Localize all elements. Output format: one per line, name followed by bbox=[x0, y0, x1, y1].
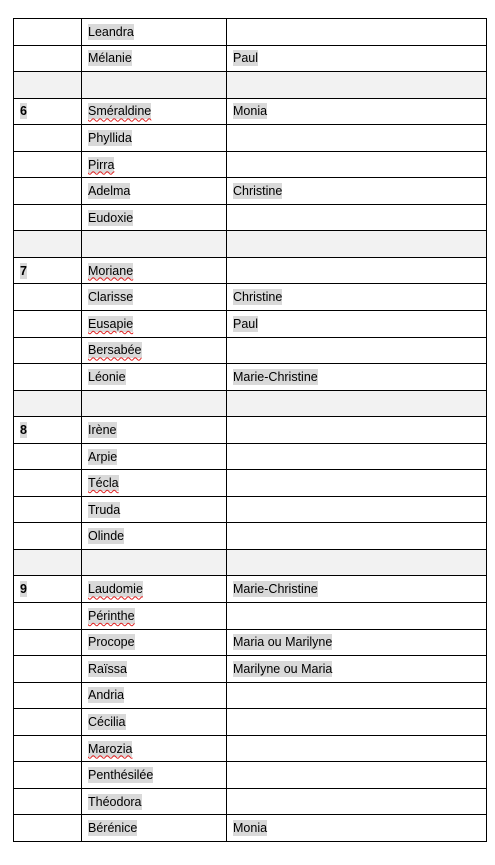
name-text: Cécilia bbox=[88, 714, 126, 729]
name-text: Técla bbox=[88, 476, 119, 491]
partner-cell[interactable] bbox=[227, 682, 487, 709]
name-text: Bérénice bbox=[88, 821, 138, 836]
separator-cell bbox=[14, 549, 82, 576]
partner-cell[interactable] bbox=[227, 364, 487, 391]
name-cell[interactable] bbox=[82, 815, 227, 842]
group-number: 9 bbox=[20, 582, 27, 597]
table-row bbox=[14, 443, 487, 470]
partner-cell[interactable] bbox=[227, 603, 487, 630]
partner-text: Christine bbox=[233, 290, 283, 305]
separator-row bbox=[14, 231, 487, 258]
group-number: 8 bbox=[20, 422, 27, 437]
table-row bbox=[14, 417, 487, 444]
partner-text: Monia bbox=[233, 821, 268, 836]
partner-cell[interactable] bbox=[227, 19, 487, 46]
name-text: Moriane bbox=[88, 263, 134, 278]
partner-cell[interactable] bbox=[227, 656, 487, 683]
partner-cell[interactable] bbox=[227, 762, 487, 789]
table-row bbox=[14, 682, 487, 709]
name-text: Bersabée bbox=[88, 343, 142, 358]
name-cell[interactable] bbox=[82, 523, 227, 550]
separator-row bbox=[14, 390, 487, 417]
table-row bbox=[14, 576, 487, 603]
table-row bbox=[14, 125, 487, 152]
name-cell[interactable] bbox=[82, 443, 227, 470]
separator-row bbox=[14, 549, 487, 576]
number-cell[interactable] bbox=[14, 603, 82, 630]
separator-row bbox=[14, 72, 487, 99]
name-cell[interactable] bbox=[82, 788, 227, 815]
table-row bbox=[14, 815, 487, 842]
name-cell[interactable] bbox=[82, 284, 227, 311]
table-row bbox=[14, 523, 487, 550]
partner-text: Marilyne ou Maria bbox=[233, 661, 333, 676]
table-row bbox=[14, 98, 487, 125]
partner-cell[interactable] bbox=[227, 629, 487, 656]
table-row bbox=[14, 19, 487, 46]
name-cell[interactable] bbox=[82, 709, 227, 736]
number-cell[interactable] bbox=[14, 709, 82, 736]
name-text: Laudomie bbox=[88, 582, 143, 597]
name-cell[interactable] bbox=[82, 682, 227, 709]
number-cell[interactable] bbox=[14, 735, 82, 762]
partner-cell[interactable] bbox=[227, 815, 487, 842]
separator-cell bbox=[14, 390, 82, 417]
separator-cell bbox=[82, 231, 227, 258]
partner-cell[interactable] bbox=[227, 788, 487, 815]
name-cell[interactable] bbox=[82, 151, 227, 178]
name-cell[interactable] bbox=[82, 470, 227, 497]
name-text: Adelma bbox=[88, 184, 131, 199]
number-cell[interactable] bbox=[14, 682, 82, 709]
name-cell[interactable] bbox=[82, 629, 227, 656]
names-table bbox=[13, 18, 487, 842]
separator-cell bbox=[227, 390, 487, 417]
separator-cell bbox=[14, 72, 82, 99]
name-text: Mélanie bbox=[88, 51, 132, 66]
number-cell[interactable] bbox=[14, 284, 82, 311]
partner-cell[interactable] bbox=[227, 735, 487, 762]
partner-text: Monia bbox=[233, 104, 268, 119]
table-row bbox=[14, 45, 487, 72]
partner-cell[interactable] bbox=[227, 125, 487, 152]
separator-cell bbox=[82, 72, 227, 99]
name-cell[interactable] bbox=[82, 98, 227, 125]
name-text: Clarisse bbox=[88, 290, 134, 305]
number-cell[interactable] bbox=[14, 98, 82, 125]
table-row bbox=[14, 709, 487, 736]
name-text: Eudoxie bbox=[88, 210, 134, 225]
name-cell[interactable] bbox=[82, 178, 227, 205]
number-cell[interactable] bbox=[14, 443, 82, 470]
name-text: Eusapie bbox=[88, 316, 134, 331]
number-cell[interactable] bbox=[14, 178, 82, 205]
name-text: Phyllida bbox=[88, 130, 132, 145]
number-cell[interactable] bbox=[14, 417, 82, 444]
table-row bbox=[14, 204, 487, 231]
separator-cell bbox=[82, 549, 227, 576]
table-row bbox=[14, 337, 487, 364]
number-cell[interactable] bbox=[14, 151, 82, 178]
name-cell[interactable] bbox=[82, 762, 227, 789]
table-row bbox=[14, 656, 487, 683]
name-text: Périnthe bbox=[88, 608, 135, 623]
name-cell[interactable] bbox=[82, 311, 227, 338]
table-row bbox=[14, 762, 487, 789]
name-text: Leandra bbox=[88, 24, 134, 39]
partner-text: Marie-Christine bbox=[233, 369, 318, 384]
partner-cell[interactable] bbox=[227, 576, 487, 603]
number-cell[interactable] bbox=[14, 311, 82, 338]
table-row bbox=[14, 603, 487, 630]
number-cell[interactable] bbox=[14, 762, 82, 789]
name-text: Irène bbox=[88, 422, 117, 437]
name-text: Léonie bbox=[88, 369, 126, 384]
name-cell[interactable] bbox=[82, 125, 227, 152]
number-cell[interactable] bbox=[14, 19, 82, 46]
table-row bbox=[14, 364, 487, 391]
name-text: Procope bbox=[88, 635, 135, 650]
name-text: Olinde bbox=[88, 529, 125, 544]
partner-cell[interactable] bbox=[227, 311, 487, 338]
partner-cell[interactable] bbox=[227, 98, 487, 125]
number-cell[interactable] bbox=[14, 257, 82, 284]
name-text: Sméraldine bbox=[88, 104, 152, 119]
name-cell[interactable] bbox=[82, 257, 227, 284]
partner-text: Paul bbox=[233, 51, 259, 66]
name-text: Raïssa bbox=[88, 661, 127, 676]
partner-cell[interactable] bbox=[227, 443, 487, 470]
number-cell[interactable] bbox=[14, 523, 82, 550]
table-row bbox=[14, 788, 487, 815]
partner-cell[interactable] bbox=[227, 496, 487, 523]
name-text: Pirra bbox=[88, 157, 115, 172]
partner-cell[interactable] bbox=[227, 45, 487, 72]
name-cell[interactable] bbox=[82, 337, 227, 364]
name-cell[interactable] bbox=[82, 496, 227, 523]
partner-cell[interactable] bbox=[227, 204, 487, 231]
partner-text: Maria ou Marilyne bbox=[233, 635, 333, 650]
partner-cell[interactable] bbox=[227, 523, 487, 550]
separator-cell bbox=[82, 390, 227, 417]
separator-cell bbox=[227, 231, 487, 258]
name-text: Arpie bbox=[88, 449, 118, 464]
table-row bbox=[14, 496, 487, 523]
name-cell[interactable] bbox=[82, 204, 227, 231]
name-cell[interactable] bbox=[82, 417, 227, 444]
table-row bbox=[14, 178, 487, 205]
number-cell[interactable] bbox=[14, 496, 82, 523]
table-row bbox=[14, 151, 487, 178]
name-cell[interactable] bbox=[82, 19, 227, 46]
name-text: Théodora bbox=[88, 794, 142, 809]
name-text: Truda bbox=[88, 502, 121, 517]
separator-cell bbox=[227, 72, 487, 99]
number-cell[interactable] bbox=[14, 45, 82, 72]
partner-text: Christine bbox=[233, 184, 283, 199]
number-cell[interactable] bbox=[14, 337, 82, 364]
group-number: 6 bbox=[20, 104, 27, 119]
partner-cell[interactable] bbox=[227, 709, 487, 736]
partner-cell[interactable] bbox=[227, 257, 487, 284]
table-row bbox=[14, 257, 487, 284]
number-cell[interactable] bbox=[14, 125, 82, 152]
separator-cell bbox=[227, 549, 487, 576]
number-cell[interactable] bbox=[14, 815, 82, 842]
partner-cell[interactable] bbox=[227, 470, 487, 497]
name-cell[interactable] bbox=[82, 576, 227, 603]
table-row bbox=[14, 311, 487, 338]
partner-text: Marie-Christine bbox=[233, 582, 318, 597]
separator-cell bbox=[14, 231, 82, 258]
name-text: Penthésilée bbox=[88, 768, 154, 783]
partner-cell[interactable] bbox=[227, 178, 487, 205]
number-cell[interactable] bbox=[14, 204, 82, 231]
table-row bbox=[14, 284, 487, 311]
group-number: 7 bbox=[20, 263, 27, 278]
partner-cell[interactable] bbox=[227, 417, 487, 444]
name-cell[interactable] bbox=[82, 603, 227, 630]
number-cell[interactable] bbox=[14, 629, 82, 656]
name-text: Andria bbox=[88, 688, 125, 703]
name-cell[interactable] bbox=[82, 656, 227, 683]
name-cell[interactable] bbox=[82, 45, 227, 72]
partner-text: Paul bbox=[233, 316, 259, 331]
number-cell[interactable] bbox=[14, 656, 82, 683]
names-table-body bbox=[14, 19, 487, 842]
name-cell[interactable] bbox=[82, 735, 227, 762]
table-row bbox=[14, 629, 487, 656]
name-cell[interactable] bbox=[82, 364, 227, 391]
number-cell[interactable] bbox=[14, 576, 82, 603]
table-row bbox=[14, 470, 487, 497]
partner-cell[interactable] bbox=[227, 337, 487, 364]
table-row bbox=[14, 735, 487, 762]
name-text: Marozia bbox=[88, 741, 133, 756]
number-cell[interactable] bbox=[14, 470, 82, 497]
number-cell[interactable] bbox=[14, 364, 82, 391]
number-cell[interactable] bbox=[14, 788, 82, 815]
partner-cell[interactable] bbox=[227, 284, 487, 311]
partner-cell[interactable] bbox=[227, 151, 487, 178]
